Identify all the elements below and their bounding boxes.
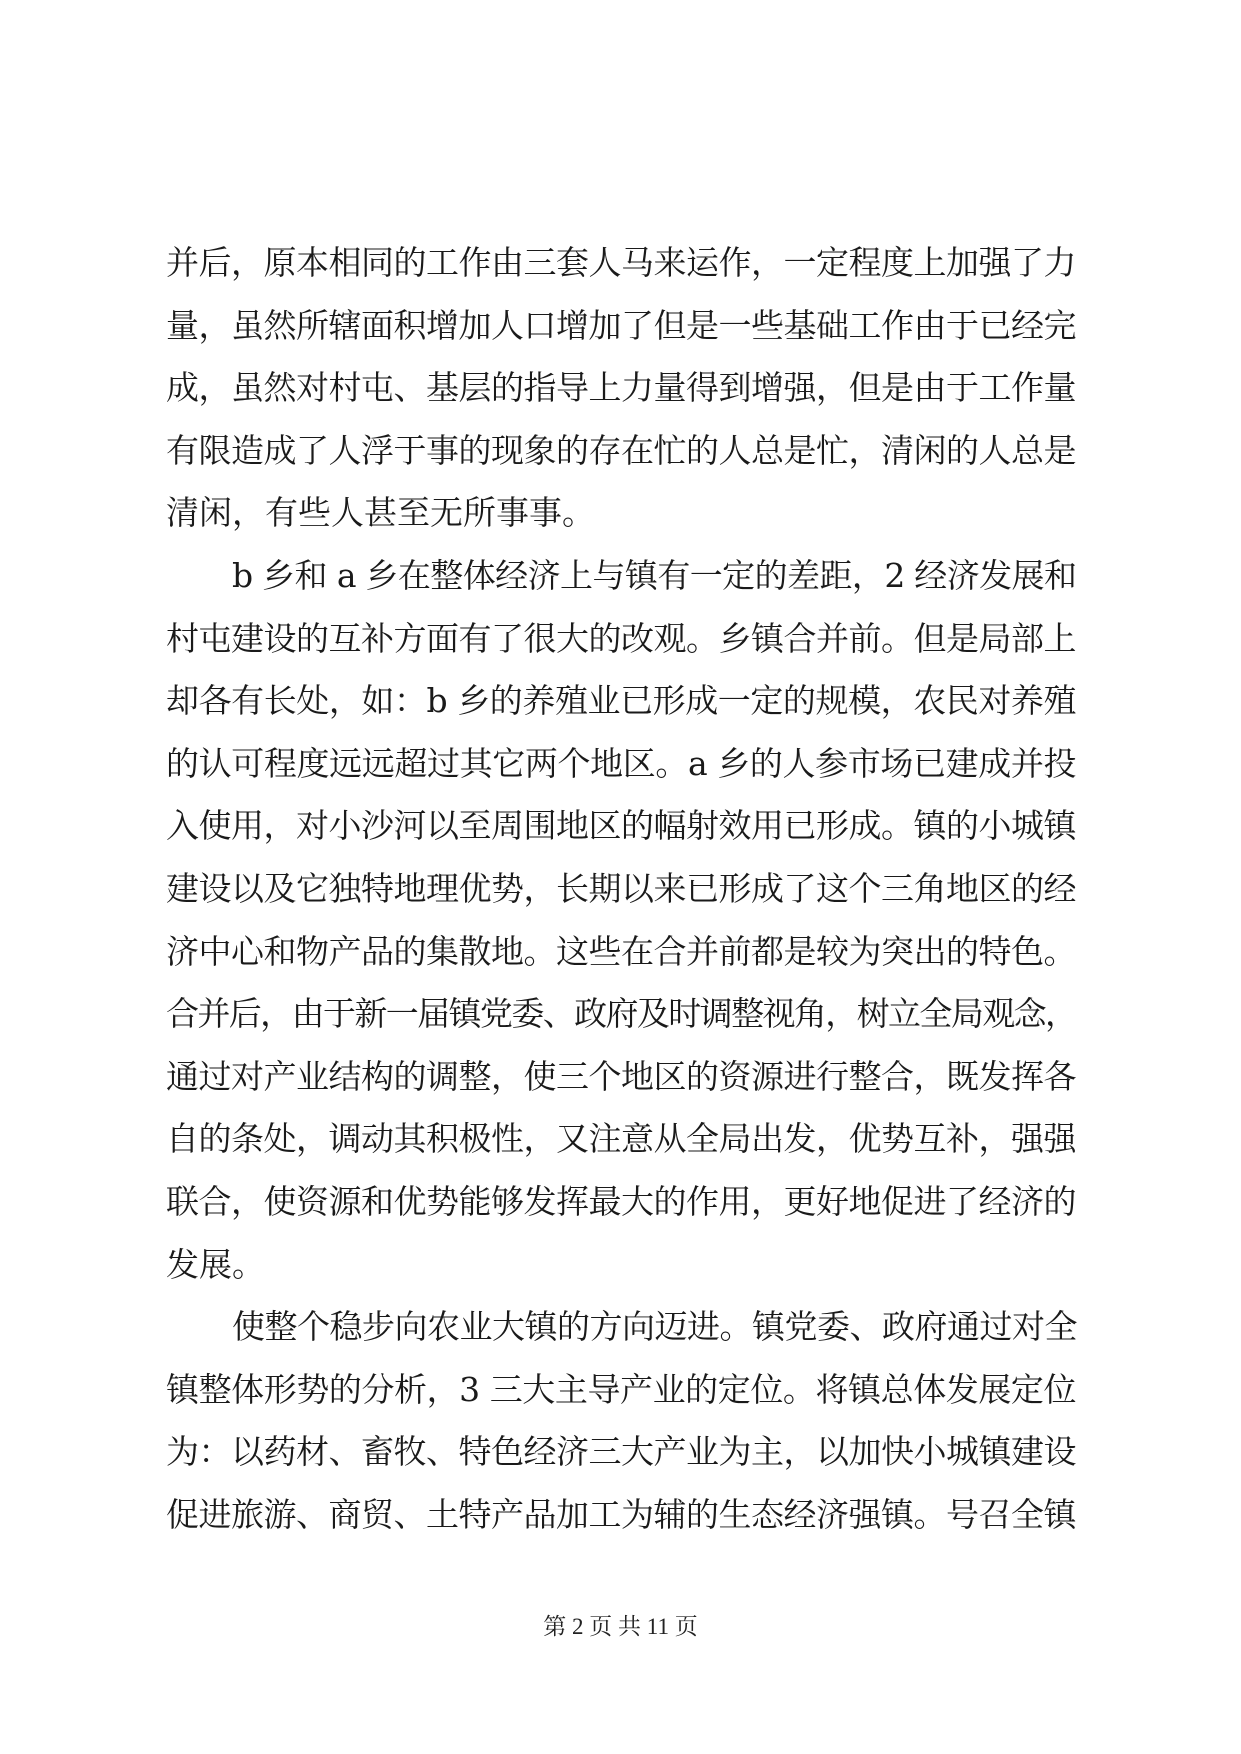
text-line: 有限造成了人浮于事的现象的存在忙的人总是忙，清闲的人总是 [166, 430, 1076, 470]
text-line: 的认可程度远远超过其它两个地区。a 乡的人参市场已建成并投 [166, 743, 1076, 783]
text-line: 并后，原本相同的工作由三套人马来运作，一定程度上加强了力 [166, 243, 1076, 282]
text-line: 却各有长处，如：b 乡的养殖业已形成一定的规模，农民对养殖 [166, 681, 1076, 721]
text-line: 清闲，有些人甚至无所事事。 [166, 493, 595, 533]
text-line: 自的条处，调动其积极性，又注意从全局出发，优势互补，强强 [166, 1119, 1076, 1159]
text-line: 济中心和物产品的集散地。这些在合并前都是较为突出的特色。 [166, 931, 1076, 971]
text-line: 村屯建设的互补方面有了很大的改观。乡镇合并前。但是局部上 [166, 618, 1076, 658]
text-line: 促进旅游、商贸、土特产品加工为辅的生态经济强镇。号召全镇 [166, 1494, 1076, 1534]
page-number-footer: 第 2 页 共 11 页 [543, 1614, 698, 1639]
text-line: 镇整体形势的分析，3 三大主导产业的定位。将镇总体发展定位 [166, 1369, 1076, 1409]
text-line: 通过对产业结构的调整，使三个地区的资源进行整合，既发挥各 [166, 1056, 1076, 1096]
text-line: 成，虽然对村屯、基层的指导上力量得到增强，但是由于工作量 [166, 368, 1076, 408]
text-line: 使整个稳步向农业大镇的方向迈进。镇党委、政府通过对全 [232, 1307, 1077, 1347]
text-line: 为：以药材、畜牧、特色经济三大产业为主，以加快小城镇建设 [166, 1432, 1076, 1472]
text-line: 发展。 [166, 1244, 265, 1284]
text-line: 建设以及它独特地理优势，长期以来已形成了这个三角地区的经 [166, 868, 1076, 908]
text-line: 联合，使资源和优势能够发挥最大的作用，更好地促进了经济的 [166, 1181, 1076, 1221]
document-body [166, 232, 1076, 1546]
text-line: 入使用，对小沙河以至周围地区的幅射效用已形成。镇的小城镇 [166, 806, 1076, 846]
text-line: 量，虽然所辖面积增加人口增加了但是一些基础工作由于已经完 [166, 305, 1076, 345]
text-line: 合并后，由于新一届镇党委、政府及时调整视角，树立全局观念， [166, 994, 1076, 1034]
text-line: b 乡和 a 乡在整体经济上与镇有一定的差距，2 经济发展和 [232, 555, 1076, 595]
